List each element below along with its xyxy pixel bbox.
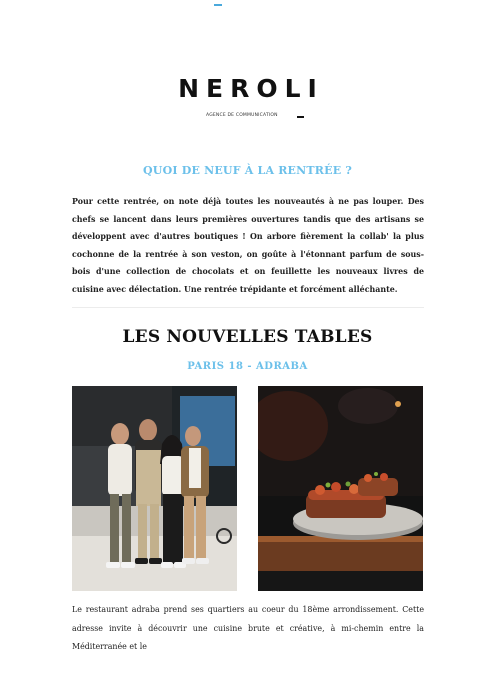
logo [0,70,495,108]
logo-tagline: AGENCE DE COMMUNICATION [206,113,278,118]
team-photo [72,386,237,591]
dish-photo-image [258,386,423,591]
team-photo-image [72,386,237,591]
logo-dash-mark [297,116,304,118]
intro-heading: QUOI DE NEUF À LA RENTRÉE ? [143,164,352,177]
logo-accent-mark [214,4,222,6]
restaurant-description: Le restaurant adraba prend ses quartiers au coeur du 18ème arrondissement. Cette adresse invite à découvrir une cuisine brute et créative, à mi-chemin entre la Méditerranée et le [72,605,424,651]
dish-photo [258,386,423,591]
section-subtitle: PARIS 18 - ADRABA [187,361,308,372]
logo-wordmark: NEROLI [178,74,324,103]
section-title: LES NOUVELLES TABLES [122,327,373,347]
section-divider [72,307,424,308]
intro-paragraph: Pour cette rentrée, on note déjà toutes les nouveautés à ne pas louper. Des chefs se lancent dans leurs premières ouvertures tandis que des artisans se développent avec d'autres boutiques ! On arbore fièrement la collab' la plus cochonne de la rentrée à son veston, on goûte à l'étonnant parfum de sous-bois d'une collection de chocolats et on feuillette les nouveaux livres de cuisine avec délectation. Une rentrée trépidante et forcément alléchante. [72,197,424,294]
